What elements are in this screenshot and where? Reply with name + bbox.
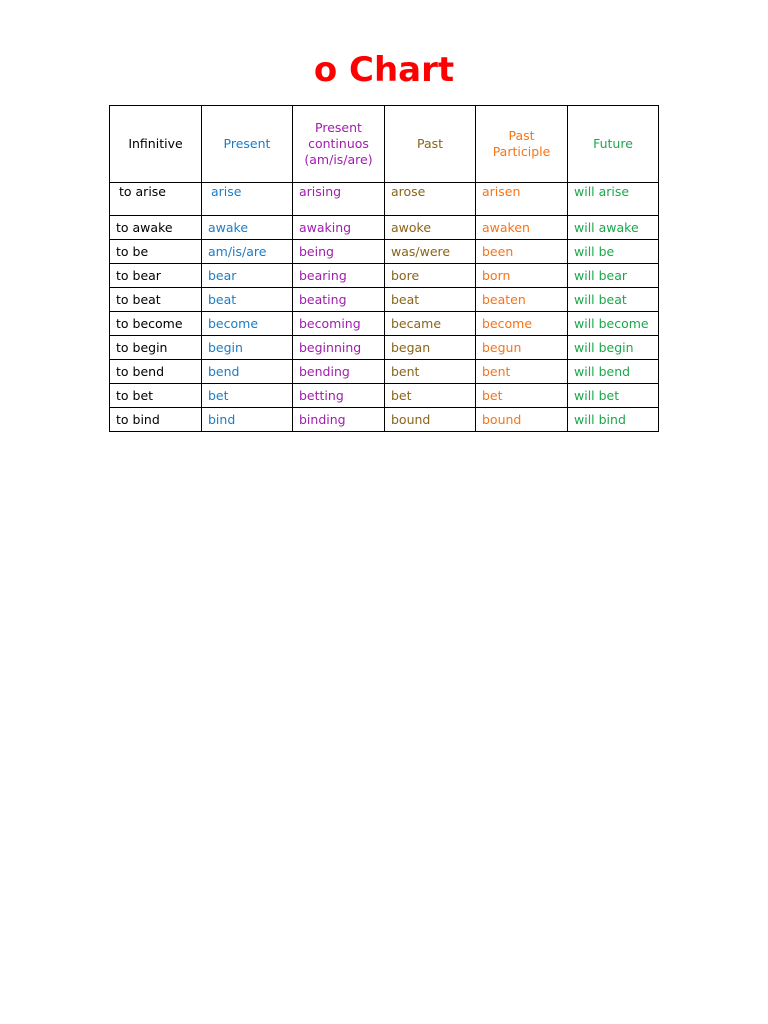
- cell-past: was/were: [385, 240, 476, 264]
- cell-infinitive: to become: [110, 312, 202, 336]
- cell-infinitive: to begin: [110, 336, 202, 360]
- cell-present: arise: [202, 183, 293, 216]
- cell-present: bend: [202, 360, 293, 384]
- table-row: [110, 336, 659, 360]
- cell-present-continuous: beginning: [293, 336, 385, 360]
- header-infinitive: Infinitive: [110, 106, 202, 183]
- cell-infinitive: to bear: [110, 264, 202, 288]
- verb-conjugation-table: [109, 105, 659, 432]
- table-row: [110, 312, 659, 336]
- cell-past: bent: [385, 360, 476, 384]
- cell-future: will beat: [568, 288, 659, 312]
- cell-present-continuous: betting: [293, 384, 385, 408]
- table-row: [110, 183, 659, 216]
- cell-past-participle: bound: [476, 408, 568, 432]
- cell-past: bet: [385, 384, 476, 408]
- table-row: [110, 240, 659, 264]
- cell-past: became: [385, 312, 476, 336]
- table-row: [110, 216, 659, 240]
- header-past-participle: Past Participle: [476, 106, 568, 183]
- cell-present: bear: [202, 264, 293, 288]
- cell-past-participle: arisen: [476, 183, 568, 216]
- cell-present-continuous: arising: [293, 183, 385, 216]
- cell-present: begin: [202, 336, 293, 360]
- table-header-row: [110, 106, 659, 183]
- cell-infinitive: to beat: [110, 288, 202, 312]
- cell-infinitive: to bet: [110, 384, 202, 408]
- cell-past: bound: [385, 408, 476, 432]
- cell-future: will arise: [568, 183, 659, 216]
- cell-past-participle: beaten: [476, 288, 568, 312]
- cell-past-participle: bent: [476, 360, 568, 384]
- cell-present: bind: [202, 408, 293, 432]
- cell-future: will be: [568, 240, 659, 264]
- cell-future: will awake: [568, 216, 659, 240]
- cell-past-participle: born: [476, 264, 568, 288]
- cell-future: will bear: [568, 264, 659, 288]
- cell-past-participle: become: [476, 312, 568, 336]
- header-present: Present: [202, 106, 293, 183]
- cell-present-continuous: bending: [293, 360, 385, 384]
- cell-present-continuous: beating: [293, 288, 385, 312]
- table-row: [110, 264, 659, 288]
- cell-future: will bend: [568, 360, 659, 384]
- cell-past: beat: [385, 288, 476, 312]
- cell-present: am/is/are: [202, 240, 293, 264]
- cell-present-continuous: being: [293, 240, 385, 264]
- cell-past: awoke: [385, 216, 476, 240]
- header-present-continuous: Present continuos (am/is/are): [293, 106, 385, 183]
- cell-present: awake: [202, 216, 293, 240]
- cell-past-participle: awaken: [476, 216, 568, 240]
- table-row: [110, 408, 659, 432]
- cell-present-continuous: bearing: [293, 264, 385, 288]
- header-past: Past: [385, 106, 476, 183]
- header-future: Future: [568, 106, 659, 183]
- table-row: [110, 384, 659, 408]
- cell-past: bore: [385, 264, 476, 288]
- cell-present: bet: [202, 384, 293, 408]
- cell-present-continuous: binding: [293, 408, 385, 432]
- cell-future: will bet: [568, 384, 659, 408]
- cell-future: will bind: [568, 408, 659, 432]
- cell-infinitive: to be: [110, 240, 202, 264]
- table-row: [110, 288, 659, 312]
- cell-infinitive: to awake: [110, 216, 202, 240]
- table-row: [110, 360, 659, 384]
- cell-future: will begin: [568, 336, 659, 360]
- cell-future: will become: [568, 312, 659, 336]
- cell-past: arose: [385, 183, 476, 216]
- cell-present: become: [202, 312, 293, 336]
- cell-present-continuous: becoming: [293, 312, 385, 336]
- cell-past-participle: begun: [476, 336, 568, 360]
- cell-present-continuous: awaking: [293, 216, 385, 240]
- cell-infinitive: to bind: [110, 408, 202, 432]
- cell-past-participle: been: [476, 240, 568, 264]
- cell-past: began: [385, 336, 476, 360]
- cell-infinitive: to bend: [110, 360, 202, 384]
- cell-past-participle: bet: [476, 384, 568, 408]
- cell-infinitive: to arise: [110, 183, 202, 216]
- page-title: o Chart: [313, 50, 455, 90]
- cell-present: beat: [202, 288, 293, 312]
